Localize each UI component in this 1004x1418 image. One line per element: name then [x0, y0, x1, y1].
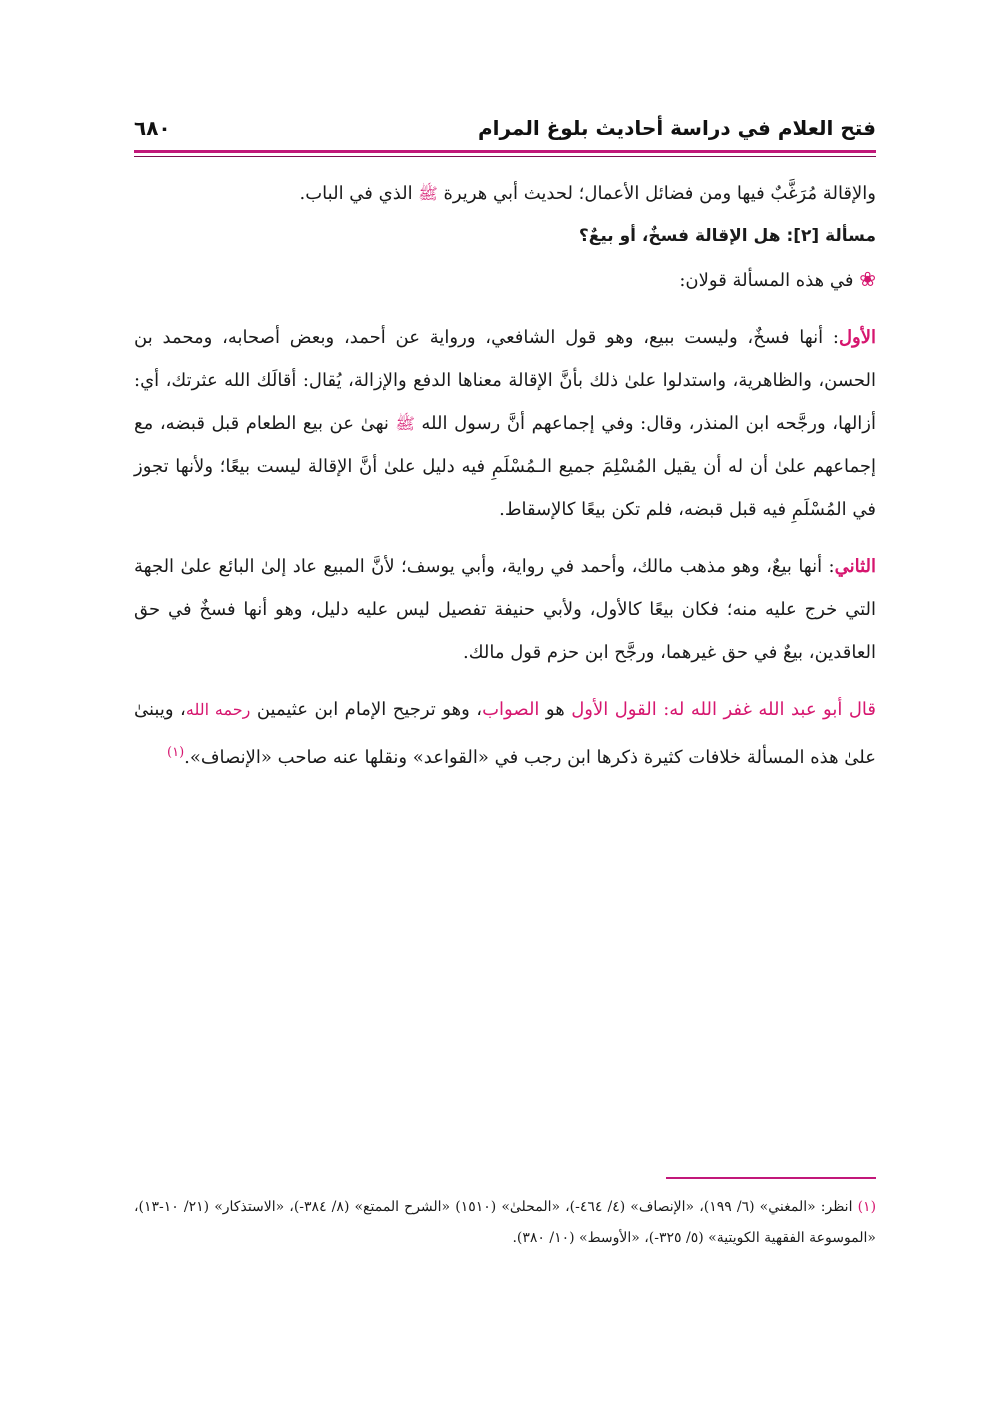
masala-heading: [134, 215, 876, 258]
first-opinion-label: الأول: [838, 327, 876, 348]
footnote-number: (١): [857, 1199, 877, 1215]
honorific-symbol: ﷺ: [418, 184, 438, 203]
masala-label: مسألة [٢]:: [786, 226, 876, 246]
header-rule-thin: [134, 156, 876, 157]
first-opinion-paragraph: [134, 316, 876, 531]
running-header: [134, 108, 876, 148]
header-rule-thick: [134, 150, 876, 153]
footnote-reference[interactable]: (١): [167, 745, 185, 760]
second-opinion-label: الثاني: [834, 556, 876, 577]
footnote-text: انظر: «المغني» (٦/ ١٩٩)، «الإنصاف» (٤/ ٤٦٤-)، «المحلىٰ» (١٥١٠) «الشرح الممتع» (٨/ ٣٨٤-)، «الاستذكار» (٢١/ ١٠-١٣)، «الموسوعة الفقهية الكويتية» (٥/ ٣٢٥-)، «الأوسط» (١٠/ ٣٨٠).: [134, 1199, 876, 1246]
second-opinion-text: : أنها بيعٌ، وهو مذهب مالك، وأحمد في رواية، وأبي يوسف؛ لأنَّ المبيع عاد إلىٰ البائع علىٰ الجهة التي خرج عليه منه؛ فكان بيعًا كالأول، ولأبي حنيفة تفصيل ليس عليه دليل، وهو أنها فسخٌ في حق العاقدين، بيعٌ في حق غيرهما، ورجَّح ابن حزم قول مالك.: [134, 556, 876, 663]
footnote: [134, 1192, 876, 1254]
author-attribution: قال أبو عبد الله غفر الله له:: [663, 699, 877, 720]
conclusion-text: ، وهو ترجيح الإمام ابن عثيمين: [250, 699, 483, 720]
conclusion-text-2: ، ويبنىٰ علىٰ هذه المسألة خلافات كثيرة ذكرها ابن رجب في «القواعد» ونقلها عنه صاحب «الإنصاف».: [134, 699, 876, 768]
intro-text: والإقالة مُرَغَّبٌ فيها ومن فضائل الأعمال؛ لحديث أبي هريرة: [437, 183, 876, 204]
masala-question: هل الإقالة فسخٌ، أو بيعٌ؟: [578, 226, 787, 246]
correct-word: الصواب: [482, 699, 540, 720]
second-opinion-paragraph: [134, 545, 876, 674]
lead-paragraph: [134, 258, 876, 302]
first-opinion-text: : أنها فسخٌ، وليست ببيع، وهو قول الشافعي، ورواية عن أحمد، وبعض أصحابه، ومحمد بن الحسن، والظاهرية، واستدلوا علىٰ ذلك بأنَّ الإقالة معناها الدفع والإزالة، يُقال: أقالَك الله عثرتك، أي: أزالها، ورجَّحه ابن المنذر، وقال: وفي إجماعهم أنَّ رسول الله: [134, 327, 876, 434]
body-text: [134, 172, 876, 779]
footnote-rule: [666, 1177, 876, 1179]
rahimahullah-symbol: رحمه الله: [185, 700, 251, 719]
intro-paragraph: [134, 172, 876, 215]
page-number: ٦٨٠: [134, 116, 171, 140]
book-title: فتح العلام في دراسة أحاديث بلوغ المرام: [477, 116, 876, 140]
intro-text-end: الذي في الباب.: [299, 183, 419, 204]
salawat-symbol: ﷺ: [395, 414, 415, 433]
flower-icon: ❀: [859, 267, 876, 291]
first-opinion-text-end: نهىٰ عن بيع الطعام قبل قبضه، مع إجماعهم علىٰ أن له أن يقيل المُسْلِمَ جميع الـمُسْلَمِ فيه دليل علىٰ أنَّ الإقالة ليست بيعًا؛ ولأنها تجوز في المُسْلَمِ فيه قبل قبضه، فلم تكن بيعًا كالإسقاط.: [134, 413, 876, 520]
correct-opinion: القول الأول: [571, 699, 657, 720]
lead-text: في هذه المسألة قولان:: [679, 270, 860, 291]
conclusion-paragraph: قال أبو عبد الله غفر الله له: القول الأول هو الصواب، وهو ترجيح الإمام ابن عثيمين رحمه الله، ويبنىٰ علىٰ هذه المسألة خلافات كثيرة ذكرها ابن رجب في «القواعد» ونقلها عنه صاحب «الإنصاف».$^{(١)}$: [134, 699, 877, 768]
